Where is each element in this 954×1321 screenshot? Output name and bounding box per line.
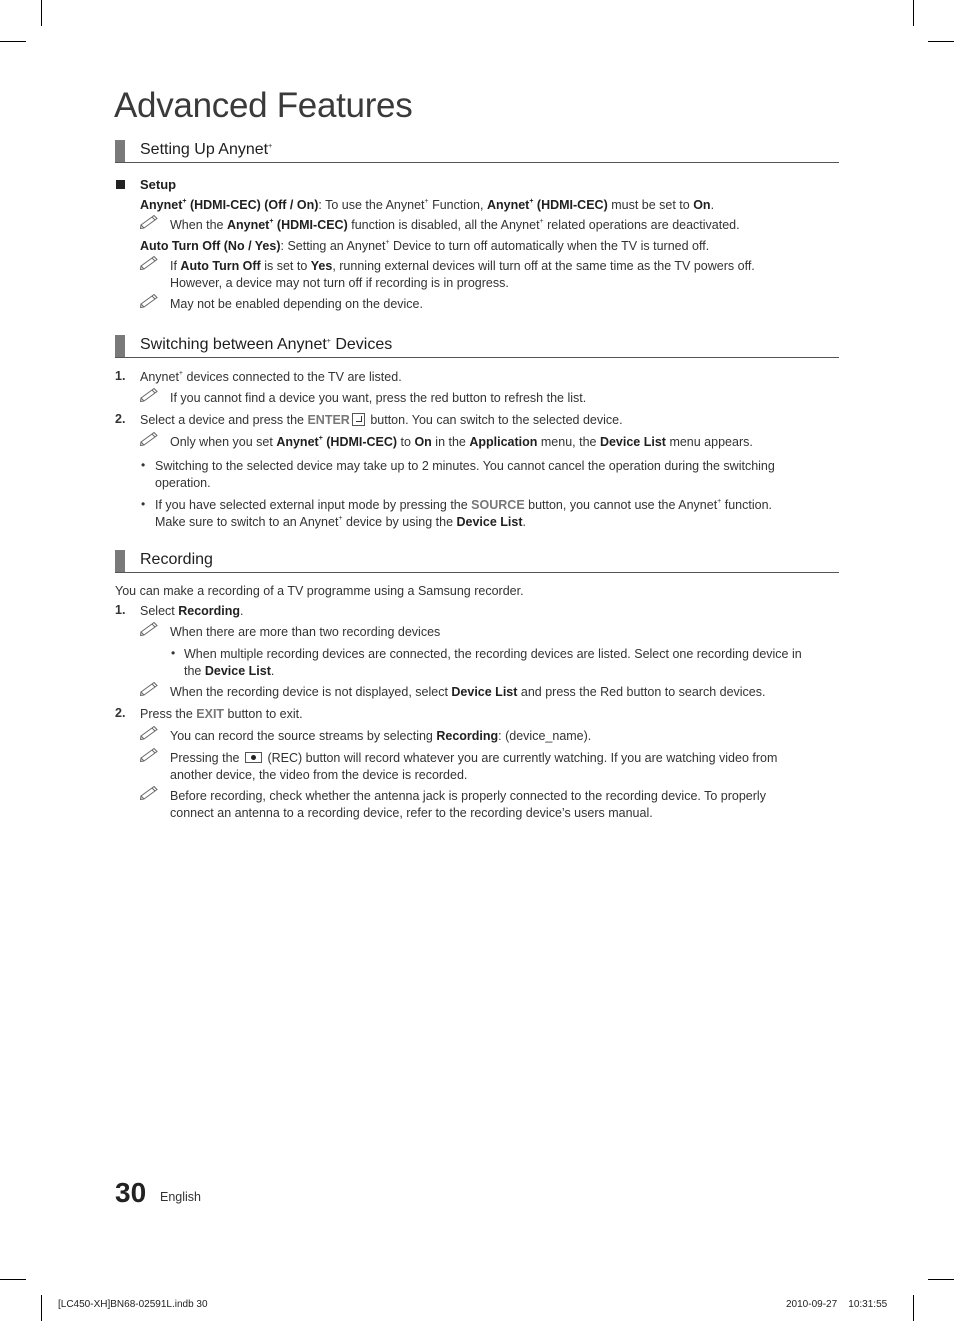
bullet-dot: • <box>141 497 146 511</box>
note-may-not-be-enabled: May not be enabled depending on the device. <box>170 297 423 311</box>
crop-mark <box>0 1279 26 1280</box>
pencil-note-icon <box>140 622 160 636</box>
bullet-switching-time: Switching to the selected device may take up to 2 minutes. You cannot cancel the operation during the switching operation. <box>155 459 775 490</box>
footer-timestamp: 2010-09-27 10:31:55 <box>786 1299 888 1310</box>
switching-step-2: Select a device and press the ENTER button. You can switch to the selected device. <box>140 413 623 427</box>
note-device-list-appears: Only when you set Anynet+ (HDMI-CEC) to On in the Application menu, the Device List menu appears. <box>170 435 753 449</box>
page-title: Advanced Features <box>114 86 413 125</box>
recording-step-1: Select Recording. <box>140 604 244 618</box>
pencil-note-icon <box>140 388 160 402</box>
note-refresh-list: If you cannot find a device you want, press the red button to refresh the list. <box>170 391 587 405</box>
page-number: 30 <box>115 1177 147 1208</box>
bullet-dot: • <box>171 646 176 660</box>
recording-step-2: Press the EXIT button to exit. <box>140 707 303 721</box>
bullet-source-mode: If you have selected external input mode by pressing the SOURCE button, you cannot use the Anynet+ function. Make sure to switch to an Anynet+ device by using the Device List. <box>155 498 772 529</box>
note-anynet-disabled: When the Anynet+ (HDMI-CEC) function is disabled, all the Anynet+ related operations are deactivated. <box>170 218 740 232</box>
section-marker <box>115 140 125 162</box>
page-language: English <box>160 1190 201 1204</box>
crop-mark <box>41 1295 42 1321</box>
note-record-source: You can record the source streams by selecting Recording: (device_name). <box>170 729 592 743</box>
pencil-note-icon <box>140 726 160 740</box>
note-antenna: Before recording, check whether the antenna jack is properly connected to the recording device. To properly connect an antenna to a recording device, refer to the recording device’s users manual. <box>170 789 766 820</box>
step-number: 1. <box>115 369 126 383</box>
switching-step-1: Anynet+ devices connected to the TV are listed. <box>140 370 402 384</box>
hdmi-cec-line: Anynet+ (HDMI-CEC) (Off / On): To use the Anynet+ Function, Anynet+ (HDMI-CEC) must be set to On. <box>140 198 715 212</box>
section-title: Switching between Anynet+ Devices <box>140 336 393 353</box>
pencil-note-icon <box>140 748 160 762</box>
bullet-select-device: When multiple recording devices are connected, the recording devices are listed. Select one recording device in the Device List. <box>184 647 802 678</box>
bullet-dot: • <box>141 458 146 472</box>
enter-key-icon <box>352 413 365 426</box>
section-marker <box>115 550 125 572</box>
pencil-note-icon <box>140 682 160 696</box>
section-header-switching <box>115 335 839 358</box>
footer-file-info: [LC450-XH]BN68-02591L.indb 30 <box>58 1299 208 1310</box>
note-device-not-displayed: When the recording device is not displayed, select Device List and press the Red button to search devices. <box>170 685 766 699</box>
recording-intro: You can make a recording of a TV programme using a Samsung recorder. <box>115 584 524 598</box>
pencil-note-icon <box>140 786 160 800</box>
note-rec-button: Pressing the (REC) button will record whatever you are currently watching. If you are watching video from another device, the video from the device is recorded. <box>170 751 778 782</box>
section-title: Setting Up Anynet+ <box>140 141 273 158</box>
pencil-note-icon <box>140 294 160 308</box>
step-number: 1. <box>115 603 126 617</box>
section-title: Recording <box>140 551 213 568</box>
section-header-setup <box>115 140 839 163</box>
setup-heading: Setup <box>140 177 177 192</box>
crop-mark <box>913 0 914 26</box>
square-bullet-icon <box>116 180 125 189</box>
note-auto-turn-off: If Auto Turn Off is set to Yes, running external devices will turn off at the same time as the TV powers off. However, a device may not turn off if recording is in progress. <box>170 259 755 290</box>
rec-button-icon <box>245 752 262 763</box>
step-number: 2. <box>115 412 126 426</box>
auto-turn-off-line: Auto Turn Off (No / Yes): Setting an Anynet+ Device to turn off automatically when the TV is turned off. <box>140 239 710 253</box>
crop-mark <box>928 1279 954 1280</box>
crop-mark <box>0 41 26 42</box>
pencil-note-icon <box>140 215 160 229</box>
step-number: 2. <box>115 706 126 720</box>
pencil-note-icon <box>140 256 160 270</box>
note-multiple-devices: When there are more than two recording devices <box>170 625 441 639</box>
crop-mark <box>41 0 42 26</box>
crop-mark <box>928 41 954 42</box>
crop-mark <box>913 1295 914 1321</box>
section-header-recording <box>115 550 839 573</box>
pencil-note-icon <box>140 432 160 446</box>
section-marker <box>115 335 125 357</box>
